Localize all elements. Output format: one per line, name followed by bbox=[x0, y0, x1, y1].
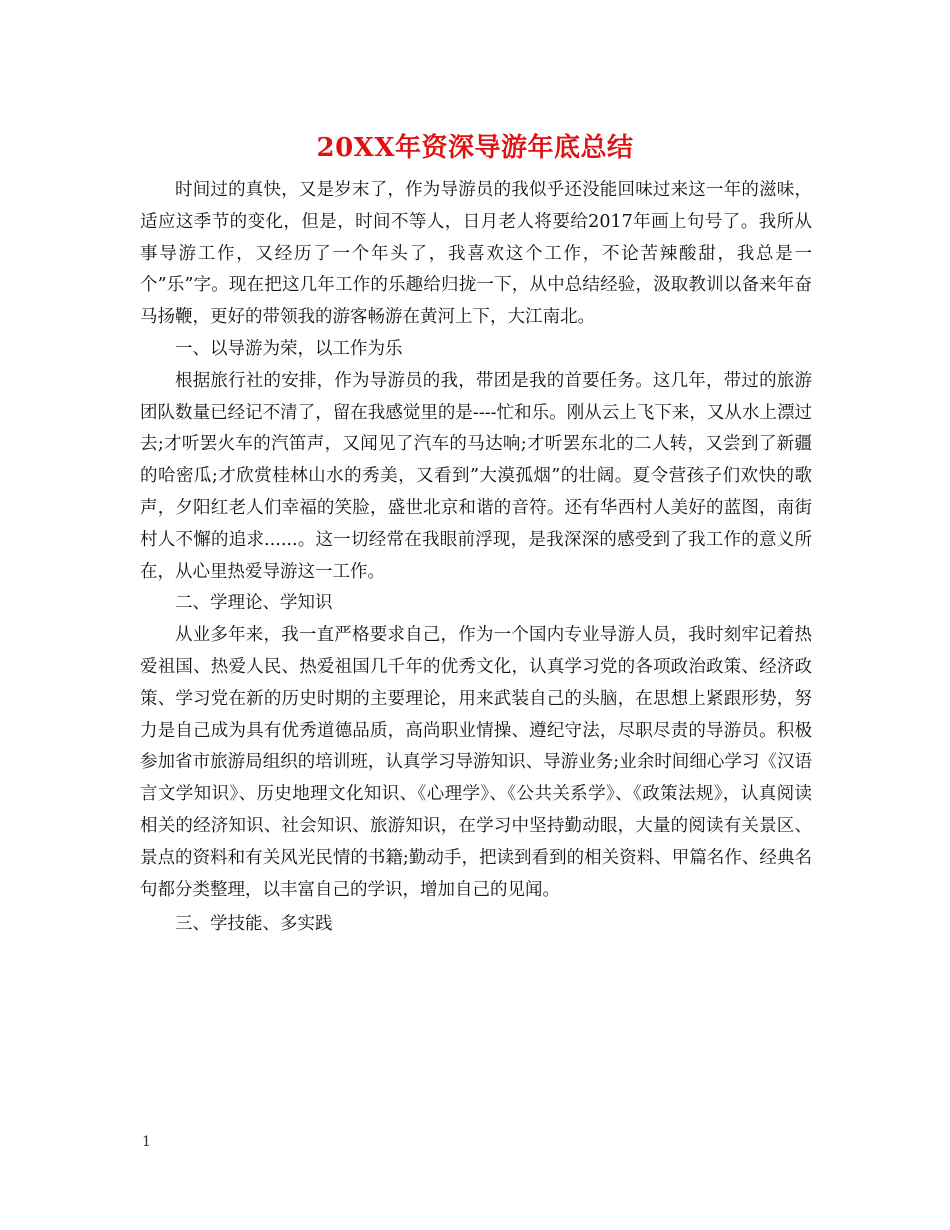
section-heading-3: 三、学技能、多实践 bbox=[175, 914, 333, 935]
document-title: 20XX年资深导游年底总结 bbox=[316, 133, 634, 163]
page-number: 1 bbox=[142, 1134, 151, 1150]
paragraph-section-2: 从业多年来，我一直严格要求自己，作为一个国内专业导游人员，我时刻牢记着热爱祖国、热爱人民、热爱祖国几千年的优秀文化，认真学习党的各项政治政策、经济政策、学习党在新的历史时期的主要理论，用来武装自己的头脑，在思想上紧跟形势，努力是自己成为具有优秀道德品质，高尚职业情操、遵纪守法，尽职尽责的导游员。积极参加省市旅游局组织的培训班，认真学习导游知识、导游业务;业余时间细心学习《汉语言文学知识》、历史地理文化知识、《心理学》、《公共关系学》、《政策法规》，认真阅读相关的经济知识、社会知识、旅游知识，在学习中坚持勤动眼，大量的阅读有关景区、景点的资料和有关风光民情的书籍;勤动手，把读到看到的相关资料、甲篇名作、经典名句都分类整理，以丰富自己的学识，增加自己的见闻。 bbox=[140, 625, 812, 900]
paragraph-intro: 时间过的真快，又是岁末了，作为导游员的我似乎还没能回味过来这一年的滋味，适应这季节的变化，但是，时间不等人，日月老人将要给2017年画上句号了。我所从事导游工作，又经历了一个年头了，我喜欢这个工作，不论苦辣酸甜，我总是一个”乐”字。现在把这几年工作的乐趣给归拢一下，从中总结经验，汲取教训以备来年奋马扬鞭，更好的带领我的游客畅游在黄河上下，大江南北。 bbox=[140, 180, 812, 328]
document-body bbox=[140, 175, 812, 941]
paragraph-section-1: 根据旅行社的安排，作为导游员的我，带团是我的首要任务。这几年，带过的旅游团队数量已经记不清了，留在我感觉里的是----忙和乐。刚从云上飞下来，又从水上漂过去;才听罢火车的汽笛声，又闻见了汽车的马达响;才听罢东北的二人转，又尝到了新疆的哈密瓜;才欣赏桂林山水的秀美，又看到”大漠孤烟”的壮阔。夏令营孩子们欢快的歌声，夕阳红老人们幸福的笑脸，盛世北京和谐的音符。还有华西村人美好的蓝图，南街村人不懈的追求......。这一切经常在我眼前浮现，是我深深的感受到了我工作的意义所在，从心里热爱导游这一工作。 bbox=[140, 370, 812, 582]
section-heading-1: 一、以导游为荣，以工作为乐 bbox=[175, 338, 403, 359]
section-heading-2: 二、学理论、学知识 bbox=[175, 593, 333, 614]
